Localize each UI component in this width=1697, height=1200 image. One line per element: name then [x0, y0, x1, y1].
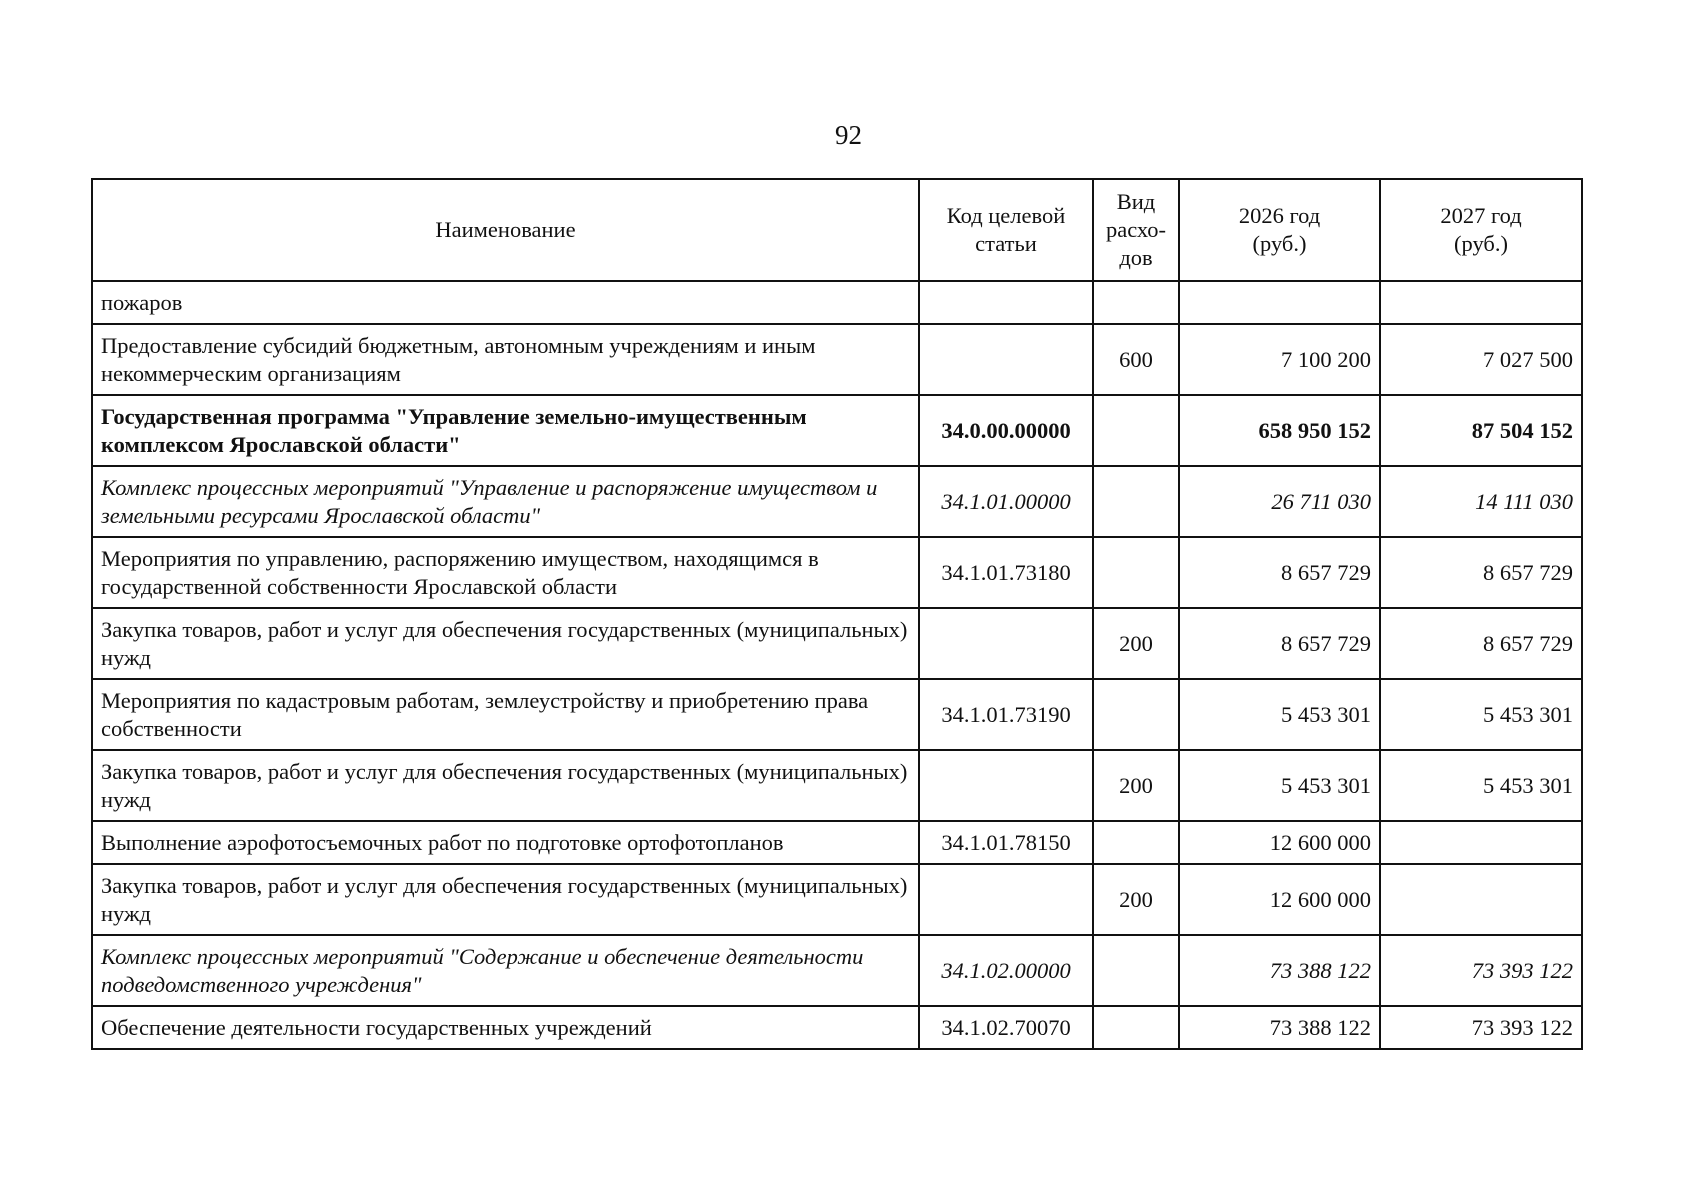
table-row [92, 537, 1582, 608]
cell-name: Комплекс процессных мероприятий "Содержание и обеспечение деятельности подведомственного учреждения" [92, 935, 919, 1006]
cell-name: Комплекс процессных мероприятий "Управление и распоряжение имуществом и земельными ресурсами Ярославской области" [92, 466, 919, 537]
cell-expense-type [1093, 679, 1179, 750]
header-code: Код целевой статьи [919, 179, 1093, 281]
budget-table [91, 178, 1583, 1050]
table-row [92, 750, 1582, 821]
cell-code [919, 608, 1093, 679]
cell-2027: 73 393 122 [1380, 935, 1582, 1006]
table-row-complex [92, 466, 1582, 537]
cell-expense-type: 600 [1093, 324, 1179, 395]
cell-code: 34.1.02.70070 [919, 1006, 1093, 1049]
cell-2026: 12 600 000 [1179, 821, 1380, 864]
cell-2027: 5 453 301 [1380, 750, 1582, 821]
cell-2026: 73 388 122 [1179, 1006, 1380, 1049]
table-row [92, 324, 1582, 395]
cell-2027: 73 393 122 [1380, 1006, 1582, 1049]
table-row [92, 679, 1582, 750]
cell-expense-type [1093, 281, 1179, 324]
cell-expense-type [1093, 537, 1179, 608]
cell-code [919, 324, 1093, 395]
cell-name: Выполнение аэрофотосъемочных работ по подготовке ортофотопланов [92, 821, 919, 864]
table-row [92, 281, 1582, 324]
table-row [92, 1006, 1582, 1049]
cell-2026: 8 657 729 [1179, 537, 1380, 608]
cell-code: 34.1.01.78150 [919, 821, 1093, 864]
cell-expense-type [1093, 1006, 1179, 1049]
cell-2026: 5 453 301 [1179, 750, 1380, 821]
cell-code: 34.1.02.00000 [919, 935, 1093, 1006]
table-row-complex [92, 935, 1582, 1006]
cell-expense-type [1093, 821, 1179, 864]
table-row [92, 864, 1582, 935]
cell-expense-type [1093, 466, 1179, 537]
header-year-2026: 2026 год (руб.) [1179, 179, 1380, 281]
cell-name: Предоставление субсидий бюджетным, автономным учреждениям и иным некоммерческим организациям [92, 324, 919, 395]
cell-2027: 14 111 030 [1380, 466, 1582, 537]
cell-2027 [1380, 864, 1582, 935]
cell-code [919, 864, 1093, 935]
cell-expense-type [1093, 935, 1179, 1006]
cell-2026: 7 100 200 [1179, 324, 1380, 395]
cell-code: 34.1.01.73180 [919, 537, 1093, 608]
cell-code: 34.1.01.00000 [919, 466, 1093, 537]
cell-2027: 5 453 301 [1380, 679, 1582, 750]
cell-code: 34.1.01.73190 [919, 679, 1093, 750]
header-name: Наименование [92, 179, 919, 281]
cell-2027: 87 504 152 [1380, 395, 1582, 466]
cell-2026: 73 388 122 [1179, 935, 1380, 1006]
cell-2027 [1380, 281, 1582, 324]
cell-2027 [1380, 821, 1582, 864]
table-row-program [92, 395, 1582, 466]
cell-expense-type: 200 [1093, 608, 1179, 679]
cell-2026: 5 453 301 [1179, 679, 1380, 750]
cell-2026: 658 950 152 [1179, 395, 1380, 466]
page-number: 92 [835, 120, 862, 150]
cell-2026 [1179, 281, 1380, 324]
cell-expense-type: 200 [1093, 750, 1179, 821]
cell-code [919, 750, 1093, 821]
cell-name: Закупка товаров, работ и услуг для обеспечения государственных (муниципальных) нужд [92, 608, 919, 679]
cell-2026: 12 600 000 [1179, 864, 1380, 935]
cell-name: Государственная программа "Управление земельно-имущественным комплексом Ярославской области" [92, 395, 919, 466]
header-row [92, 179, 1582, 281]
cell-name: Закупка товаров, работ и услуг для обеспечения государственных (муниципальных) нужд [92, 750, 919, 821]
header-expense-type: Вид расхо- дов [1093, 179, 1179, 281]
cell-2026: 8 657 729 [1179, 608, 1380, 679]
table-row [92, 821, 1582, 864]
cell-name: Обеспечение деятельности государственных учреждений [92, 1006, 919, 1049]
cell-expense-type [1093, 395, 1179, 466]
header-year-2027: 2027 год (руб.) [1380, 179, 1582, 281]
cell-name: Мероприятия по кадастровым работам, землеустройству и приобретению права собственности [92, 679, 919, 750]
cell-code [919, 281, 1093, 324]
cell-2027: 8 657 729 [1380, 608, 1582, 679]
table-row [92, 608, 1582, 679]
cell-2026: 26 711 030 [1179, 466, 1380, 537]
cell-name: Закупка товаров, работ и услуг для обеспечения государственных (муниципальных) нужд [92, 864, 919, 935]
cell-2027: 7 027 500 [1380, 324, 1582, 395]
cell-name: пожаров [92, 281, 919, 324]
cell-expense-type: 200 [1093, 864, 1179, 935]
cell-code: 34.0.00.00000 [919, 395, 1093, 466]
cell-2027: 8 657 729 [1380, 537, 1582, 608]
cell-name: Мероприятия по управлению, распоряжению имуществом, находящимся в государственной собственности Ярославской области [92, 537, 919, 608]
